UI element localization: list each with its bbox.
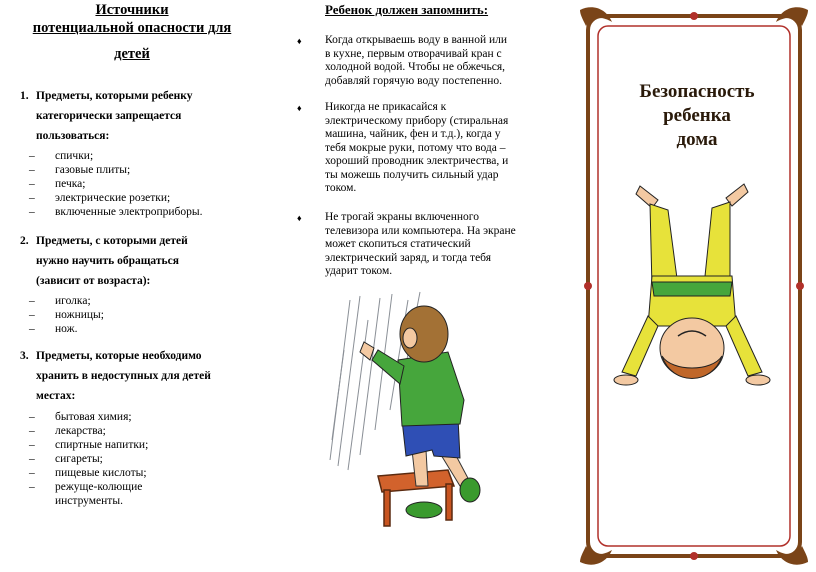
list-item: – пищевые кислоты; bbox=[29, 467, 147, 479]
section-3-heading bbox=[20, 346, 236, 406]
section-1-number: 1. bbox=[20, 90, 29, 102]
list-item: – нож. bbox=[29, 323, 78, 335]
boy-at-window-illustration bbox=[320, 290, 530, 530]
section-2-heading bbox=[20, 231, 236, 291]
cover-title-line-2: ребенка bbox=[663, 105, 731, 126]
green-stripe bbox=[652, 282, 732, 296]
list-item: инструменты. bbox=[55, 495, 123, 507]
rule-item-3: ♦ Не трогай экраны включенного телевизора или компьютера. На экране может скопиться статический электрический заряд, и тогда тебя ударит током. bbox=[297, 211, 516, 277]
cover-title bbox=[612, 80, 782, 152]
rule-item-2: ♦ Никогда не прикасайся к электрическому прибору (стиральная машина, чайник, фен и т.д.), когда у тебя мокрые руки, потому что вода – хороший проводник электричества, и ты можешь получить сильный удар током. bbox=[297, 101, 509, 194]
list-item: – бытовая химия; bbox=[29, 411, 132, 423]
cover-title-line-1: Безопасность bbox=[639, 81, 755, 102]
section-1-heading bbox=[20, 86, 236, 146]
list-item: – сигареты; bbox=[29, 453, 103, 465]
section-1-heading-line: Предметы, которыми ребенку bbox=[36, 90, 193, 102]
green-shirt bbox=[398, 352, 464, 426]
section-3-heading-line: местах: bbox=[36, 390, 76, 402]
yellow-leg bbox=[650, 204, 678, 288]
list-item: – ножницы; bbox=[29, 309, 104, 321]
diamond-bullet-icon: ♦ bbox=[297, 103, 302, 113]
section-2-heading-line: Предметы, с которыми детей bbox=[36, 235, 188, 247]
list-item: – режуще-колющие bbox=[29, 481, 143, 493]
section-3-heading-line: хранить в недоступных для детей bbox=[36, 370, 211, 382]
section-2-heading-line: (зависит от возраста): bbox=[36, 275, 151, 287]
section-1-heading-line: пользоваться: bbox=[36, 130, 110, 142]
list-item: – газовые плиты; bbox=[29, 164, 131, 176]
diamond-bullet-icon: ♦ bbox=[297, 213, 302, 223]
handstand-boy-illustration bbox=[612, 176, 782, 396]
list-item: – электрические розетки; bbox=[29, 192, 171, 204]
boy-hand bbox=[614, 375, 638, 385]
list-item: – иголка; bbox=[29, 295, 91, 307]
list-item: – печка; bbox=[29, 178, 86, 190]
section-3-heading-line: Предметы, которые необходимо bbox=[36, 350, 202, 362]
section-3-number: 3. bbox=[20, 350, 29, 362]
rules-title: Ребенок должен запомнить: bbox=[325, 2, 489, 17]
column-title-line-1: Источники bbox=[95, 2, 169, 18]
column-title-line-3: детей bbox=[114, 46, 150, 62]
cover-title-line-3: дома bbox=[676, 129, 718, 150]
section-1-heading-line: категорически запрещается bbox=[36, 110, 182, 122]
diamond-bullet-icon: ♦ bbox=[297, 36, 302, 46]
rule-item-1: ♦ Когда открываешь воду в ванной или в кухне, первым отворачивай кран с холодной водой. Чтобы не обжечься, добавляй горячую воду постепенно. bbox=[297, 34, 508, 87]
column-title-line-2: потенциальной опасности для bbox=[32, 20, 232, 36]
section-2-heading-line: нужно научить обращаться bbox=[36, 255, 179, 267]
list-item: – включенные электроприборы. bbox=[29, 206, 203, 218]
list-item: – спички; bbox=[29, 150, 94, 162]
shoe bbox=[406, 502, 442, 518]
boy-hand bbox=[360, 342, 374, 360]
section-2-number: 2. bbox=[20, 235, 29, 247]
list-item: – спиртные напитки; bbox=[29, 439, 149, 451]
cover-panel bbox=[572, 0, 816, 572]
list-item: – лекарства; bbox=[29, 425, 106, 437]
